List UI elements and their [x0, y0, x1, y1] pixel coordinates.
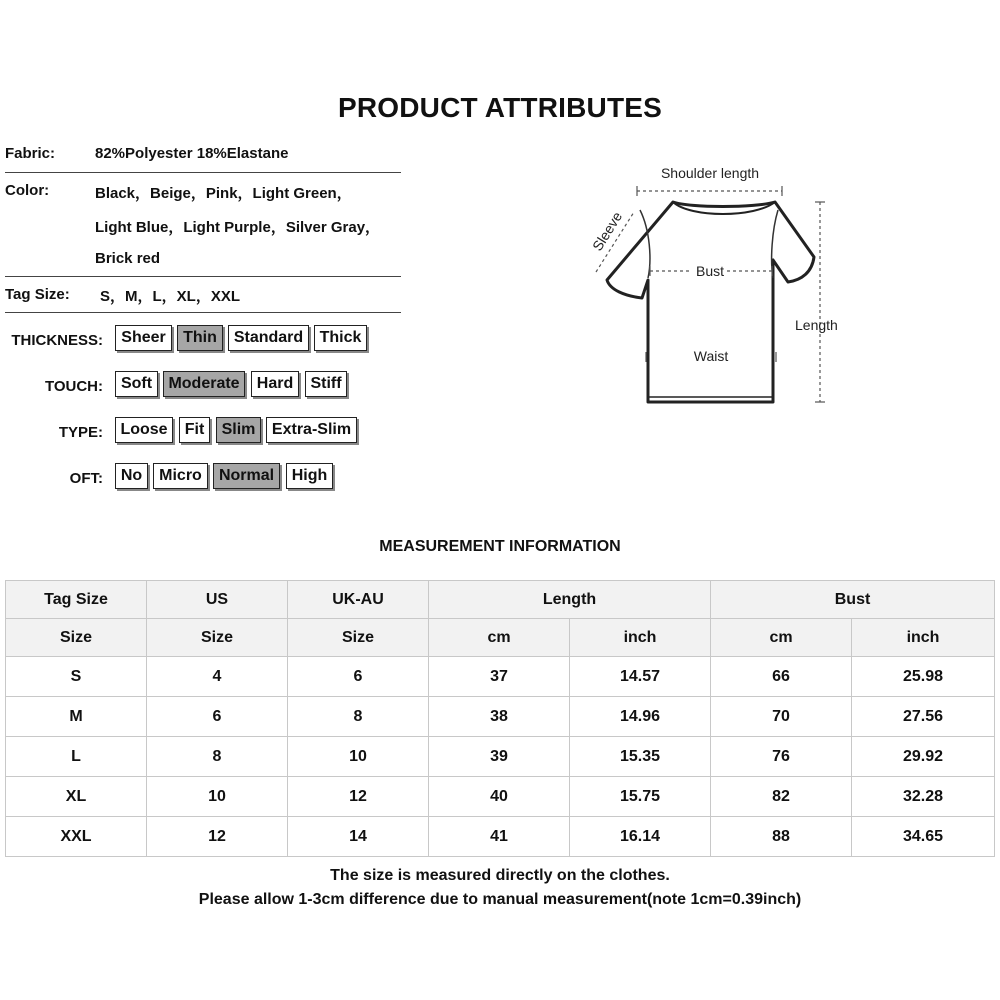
- subheader-cell: cm: [711, 619, 852, 657]
- subheader-cell: inch: [570, 619, 711, 657]
- table-cell: 41: [429, 817, 570, 857]
- table-cell: S: [6, 657, 147, 697]
- oft-label: OFT:: [69, 470, 103, 487]
- touch-moderate: Moderate: [163, 371, 245, 397]
- note-line-2: Please allow 1-3cm difference due to manual measurement(note 1cm=0.39inch): [198, 891, 802, 908]
- table-cell: XL: [6, 777, 147, 817]
- table-cell: 16.14: [570, 817, 711, 857]
- table-cell: 34.65: [852, 817, 995, 857]
- table-cell: 15.35: [570, 737, 711, 777]
- tshirt-icon: [607, 202, 814, 402]
- thickness-thin: Thin: [177, 325, 223, 351]
- subheader-row: [6, 619, 995, 657]
- bust-label: Bust: [695, 263, 725, 279]
- table-cell: 38: [429, 697, 570, 737]
- type-loose: Loose: [115, 417, 173, 443]
- page-title: PRODUCT ATTRIBUTES: [337, 92, 663, 123]
- table-cell: 32.28: [852, 777, 995, 817]
- note-line-1: The size is measured directly on the clothes.: [330, 867, 670, 884]
- table-cell: 12: [147, 817, 288, 857]
- table-row: [6, 777, 995, 817]
- color-line-2: Light Blue，Light Purple，Silver Gray，: [95, 219, 381, 236]
- measurement-title: MEASUREMENT INFORMATION: [379, 538, 621, 555]
- table-cell: 12: [288, 777, 429, 817]
- touch-soft: Soft: [115, 371, 158, 397]
- header-cell: Tag Size: [6, 581, 147, 619]
- thickness-standard: Standard: [228, 325, 309, 351]
- sleeve-label: Sleeve: [588, 208, 626, 254]
- table-cell: 27.56: [852, 697, 995, 737]
- oft-micro: Micro: [153, 463, 208, 489]
- oft-no: No: [115, 463, 148, 489]
- type-slim: Slim: [216, 417, 261, 443]
- table-cell: 29.92: [852, 737, 995, 777]
- table-cell: 88: [711, 817, 852, 857]
- subheader-cell: cm: [429, 619, 570, 657]
- thickness-thick: Thick: [314, 325, 367, 351]
- table-cell: 82: [711, 777, 852, 817]
- touch-stiff: Stiff: [305, 371, 347, 397]
- table-cell: 8: [147, 737, 288, 777]
- table-cell: 6: [147, 697, 288, 737]
- header-cell: US: [147, 581, 288, 619]
- header-cell: Bust: [711, 581, 995, 619]
- touch-hard: Hard: [251, 371, 299, 397]
- fabric-label: Fabric:: [5, 145, 56, 162]
- table-row: [6, 817, 995, 857]
- table-row: [6, 737, 995, 777]
- table-cell: M: [6, 697, 147, 737]
- size-table: [5, 580, 995, 857]
- header-row: [6, 581, 995, 619]
- thickness-label: THICKNESS:: [11, 332, 103, 349]
- oft-normal: Normal: [213, 463, 280, 489]
- color-line-3: Brick red: [95, 250, 161, 267]
- table-cell: L: [6, 737, 147, 777]
- header-cell: Length: [429, 581, 711, 619]
- waist-label: Waist: [693, 348, 729, 364]
- table-cell: 8: [288, 697, 429, 737]
- divider: [5, 172, 401, 173]
- touch-label: TOUCH:: [44, 378, 103, 395]
- type-fit: Fit: [179, 417, 210, 443]
- divider: [5, 276, 401, 277]
- subheader-cell: Size: [147, 619, 288, 657]
- table-cell: 40: [429, 777, 570, 817]
- color-line-1: Black，Beige，Pink，Light Green，: [95, 185, 352, 202]
- tag-size-label: Tag Size:: [5, 286, 70, 303]
- table-cell: 15.75: [570, 777, 711, 817]
- tag-size-value: S，M，L，XL，XXL: [100, 288, 241, 305]
- type-label: TYPE:: [58, 424, 103, 441]
- table-cell: 14.57: [570, 657, 711, 697]
- type-extra-slim: Extra-Slim: [266, 417, 357, 443]
- table-cell: 37: [429, 657, 570, 697]
- table-cell: 4: [147, 657, 288, 697]
- table-row: [6, 697, 995, 737]
- table-cell: 10: [288, 737, 429, 777]
- tshirt-diagram: [580, 160, 850, 410]
- divider: [5, 312, 401, 313]
- table-cell: 6: [288, 657, 429, 697]
- table-cell: 76: [711, 737, 852, 777]
- fabric-value: 82%Polyester 18%Elastane: [95, 145, 289, 162]
- color-label: Color:: [5, 182, 50, 199]
- table-cell: 39: [429, 737, 570, 777]
- header-cell: UK-AU: [288, 581, 429, 619]
- subheader-cell: inch: [852, 619, 995, 657]
- table-cell: XXL: [6, 817, 147, 857]
- table-cell: 70: [711, 697, 852, 737]
- table-cell: 14: [288, 817, 429, 857]
- table-cell: 25.98: [852, 657, 995, 697]
- table-cell: 14.96: [570, 697, 711, 737]
- table-cell: 66: [711, 657, 852, 697]
- table-row: [6, 657, 995, 697]
- subheader-cell: Size: [288, 619, 429, 657]
- subheader-cell: Size: [6, 619, 147, 657]
- thickness-sheer: Sheer: [115, 325, 172, 351]
- shoulder-length-label: Shoulder length: [660, 165, 760, 181]
- length-label: Length: [795, 317, 838, 333]
- table-cell: 10: [147, 777, 288, 817]
- oft-high: High: [286, 463, 333, 489]
